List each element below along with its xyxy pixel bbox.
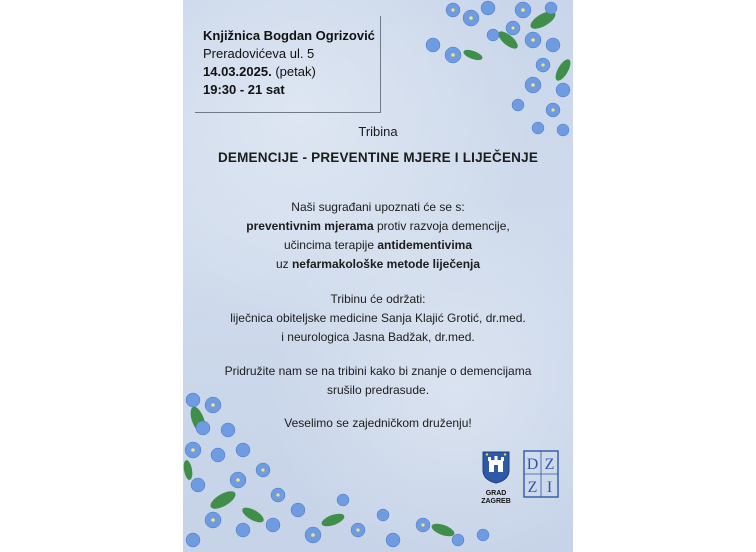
library-address: Preradovićeva ul. 5 [203, 46, 315, 61]
invite-paragraph [183, 362, 573, 400]
intro-line-4 [183, 255, 573, 274]
event-title: DEMENCIJE - PREVENTINE MJERE I LIJEČENJE [217, 150, 539, 165]
event-poster [183, 0, 573, 552]
zagreb-coat-of-arms-icon [481, 450, 511, 484]
speakers-paragraph [183, 290, 573, 347]
intro-line-2-bold: preventivnim mjerama [246, 219, 374, 233]
logo-letter-z-2: Z [527, 479, 538, 496]
event-info-box [195, 16, 381, 113]
intro-line-4-start: uz [275, 257, 292, 271]
speaker-1: liječnica obiteljske medicine Sanja Klajić Grotić, dr.med. [230, 311, 526, 325]
invite-line-2: srušilo predrasude. [326, 383, 430, 397]
flowers-bottom-decoration [183, 390, 503, 552]
zagreb-logo-line-1: GRAD [485, 490, 507, 497]
event-date: 14.03.2025. [203, 64, 272, 79]
intro-line-4-bold: nefarmakološke metode liječenja [291, 257, 481, 271]
intro-line-3-start: učincima terapije [283, 238, 378, 252]
invite-line-1: Pridružite nam se na tribini kako bi znanje o demencijama [224, 364, 532, 378]
intro-line-2-rest: protiv razvoja demencije, [373, 219, 510, 233]
closing-line: Veselimo se zajedničkom druženju! [284, 416, 472, 430]
intro-line-1: Naši sugrađani upoznati će se s: [291, 200, 465, 214]
grad-zagreb-logo [479, 450, 513, 506]
zagreb-logo-text [479, 490, 513, 506]
intro-line-3-bold: antidementivima [377, 238, 473, 252]
event-day: (petak) [275, 64, 316, 79]
logo-letter-i: I [546, 479, 553, 496]
zagreb-logo-line-2: ZAGREB [481, 498, 511, 505]
speaker-2: i neurologica Jasna Badžak, dr.med. [281, 330, 475, 344]
intro-paragraph [183, 198, 573, 274]
event-time: 19:30 - 21 sat [203, 82, 285, 97]
logo-letter-z-1: Z [544, 456, 555, 473]
intro-line-2 [183, 217, 573, 236]
dom-zdravlja-logo [523, 450, 559, 498]
speakers-heading: Tribinu će održati: [330, 292, 426, 306]
intro-line-3 [183, 236, 573, 255]
event-type: Tribina [358, 124, 398, 139]
event-date-line [195, 63, 380, 81]
library-name: Knjižnica Bogdan Ogrizović [203, 28, 375, 43]
logo-letter-d: D [526, 456, 539, 473]
